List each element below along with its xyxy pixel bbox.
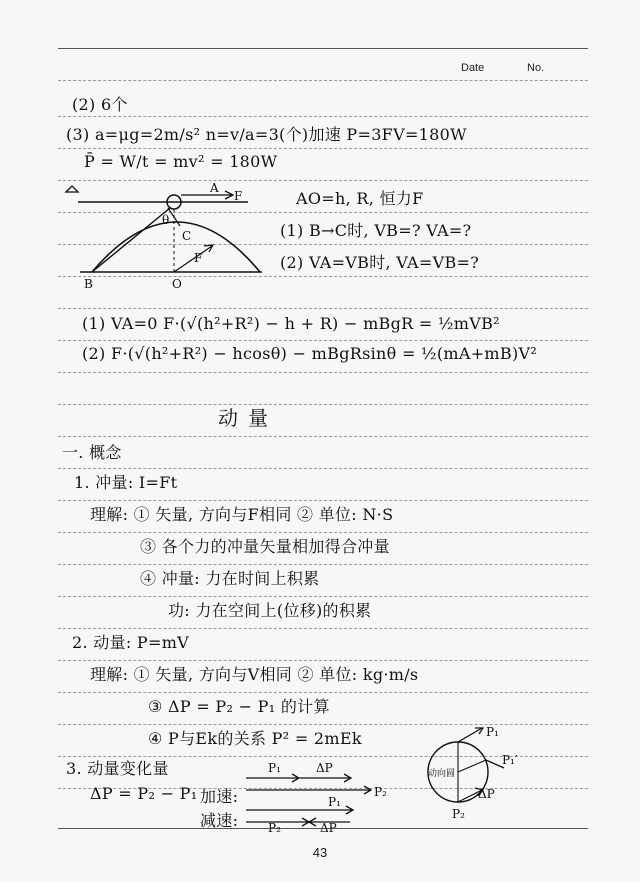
p1-circle-label: P₁ <box>486 725 499 739</box>
point-a-label: A <box>210 181 219 195</box>
force-f-prime-label: F <box>194 251 203 265</box>
point-b-label: B <box>84 277 93 291</box>
note-line: 功: 力在空间上(位移)的积累 <box>168 601 372 620</box>
note-line: (3) a=μg=2m/s² n=v/a=3(个)加速 P=3FV=180W <box>66 125 467 144</box>
note-line: (2) F·(√(h²+R²) − hcosθ) − mBgRsinθ = ½(mA+mB)V² <box>82 344 538 363</box>
number-label: No. <box>527 62 545 74</box>
ruled-line <box>58 436 588 437</box>
theta-label: θ <box>162 213 170 227</box>
ruled-line <box>58 628 588 629</box>
p1-prime-label: P₁′ <box>502 753 518 767</box>
ruled-line <box>58 80 588 81</box>
p2-label: P₂ <box>374 785 387 799</box>
ruled-line <box>58 308 588 309</box>
date-label: Date <box>461 62 485 74</box>
note-line: ④ P与Ek的关系 P² = 2mEk <box>148 729 362 748</box>
note-line: 一. 概念 <box>62 443 122 462</box>
ruled-line <box>58 404 588 405</box>
note-line: ③ ΔP = P₂ − P₁ 的计算 <box>148 697 330 716</box>
ruled-line <box>58 564 588 565</box>
note-line: AO=h, R, 恒力F <box>296 189 424 208</box>
p2-decel-label: P₂ <box>268 821 281 835</box>
ruled-line <box>58 596 588 597</box>
note-line: 减速: <box>200 811 239 830</box>
note-line: (1) VA=0 F·(√(h²+R²) − h + R) − mBgR = ½mVB² <box>82 314 500 333</box>
ruled-line <box>58 468 588 469</box>
note-line: 1. 冲量: I=Ft <box>74 473 178 492</box>
note-line: ④ 冲量: 力在时间上积累 <box>140 569 320 588</box>
point-o-label: O <box>172 277 182 291</box>
ruled-line <box>58 500 588 501</box>
ruled-line <box>58 372 588 373</box>
p1-decel-label: P₁ <box>328 795 341 809</box>
note-line: P̄ = W/t = mv² = 180W <box>84 152 278 171</box>
ruled-line <box>58 660 588 661</box>
note-line: 理解: ① 矢量, 方向与F相同 ② 单位: N·S <box>90 505 394 524</box>
delta-p-label: ΔP <box>316 761 333 775</box>
p1-label: P₁ <box>268 761 281 775</box>
page-number: 43 <box>312 845 328 860</box>
ruled-line <box>58 116 588 117</box>
point-c-label: C <box>182 229 192 243</box>
top-rule <box>58 48 588 49</box>
ruled-line <box>58 532 588 533</box>
p2-circle-label: P₂ <box>452 807 465 821</box>
note-line: 2. 动量: P=mV <box>72 633 190 652</box>
circular-motion-diagram <box>418 724 528 824</box>
ruled-line <box>58 148 588 149</box>
note-line: (2) 6个 <box>72 95 128 114</box>
note-line: ΔP = P₂ − P₁ <box>90 784 198 803</box>
note-line: 理解: ① 矢量, 方向与V相同 ② 单位: kg·m/s <box>90 665 419 684</box>
delta-p-circle-label: ΔP <box>478 787 495 801</box>
note-line: ③ 各个力的冲量矢量相加得合冲量 <box>140 537 390 556</box>
ruled-line <box>58 340 588 341</box>
delta-p-decel-label: ΔP <box>320 821 337 835</box>
force-f-label: F <box>234 189 243 203</box>
section-title: 动量 <box>218 406 278 430</box>
note-line: (1) B→C时, VB=? VA=? <box>280 221 472 240</box>
note-line: 加速: <box>200 787 239 806</box>
note-line: (2) VA=VB时, VA=VB=? <box>280 253 480 272</box>
note-line: 3. 动量变化量 <box>66 759 169 778</box>
momentum-vector-diagram <box>246 760 416 835</box>
center-label: 动向圆 <box>428 769 456 779</box>
ruled-line <box>58 692 588 693</box>
